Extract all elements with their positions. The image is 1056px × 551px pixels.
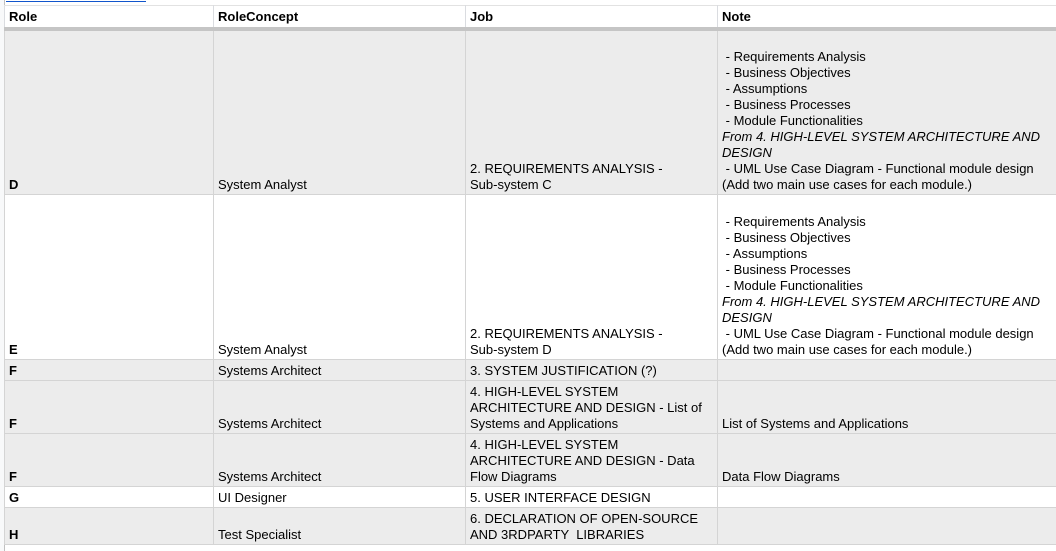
roleconcept-cell[interactable]: Systems Architect — [214, 359, 466, 380]
role-cell[interactable]: F — [5, 359, 214, 380]
roleconcept-cell[interactable]: Test Specialist — [214, 507, 466, 544]
spreadsheet-grid — [4, 5, 1056, 545]
note-cell[interactable] — [718, 359, 1056, 380]
header-cell-role[interactable]: Role — [5, 6, 214, 30]
note-tail: - UML Use Case Diagram - Functional module design (Add two main use cases for each module.) — [722, 160, 1038, 192]
roleconcept-cell[interactable]: UI Designer — [214, 486, 466, 507]
table-row — [5, 380, 1056, 433]
role-cell[interactable]: H — [5, 507, 214, 544]
roleconcept-cell[interactable]: System Analyst — [214, 194, 466, 359]
role-cell[interactable]: E — [5, 194, 214, 359]
note-cell[interactable] — [718, 29, 1056, 194]
note-list: - Requirements Analysis - Business Objectives - Assumptions - Business Processes - Module Functionalities — [725, 48, 866, 128]
note-tail: - UML Use Case Diagram - Functional module design (Add two main use cases for each module.) — [722, 325, 1038, 357]
table-row — [5, 486, 1056, 507]
job-cell[interactable]: 5. USER INTERFACE DESIGN — [466, 486, 718, 507]
job-cell[interactable]: 3. SYSTEM JUSTIFICATION (?) — [466, 359, 718, 380]
role-cell[interactable]: F — [5, 433, 214, 486]
header-cell-note[interactable]: Note — [718, 6, 1056, 30]
roleconcept-cell[interactable]: Systems Architect — [214, 433, 466, 486]
table-row — [5, 359, 1056, 380]
role-cell[interactable]: D — [5, 29, 214, 194]
table-row — [5, 507, 1056, 544]
table-row — [5, 433, 1056, 486]
hyperlink-underline[interactable] — [6, 0, 146, 2]
header-row — [5, 6, 1056, 30]
note-cell[interactable]: Data Flow Diagrams — [718, 433, 1056, 486]
note-cell[interactable] — [718, 507, 1056, 544]
job-cell[interactable]: 2. REQUIREMENTS ANALYSIS - Sub-system D — [466, 194, 718, 359]
note-list: - Requirements Analysis - Business Objectives - Assumptions - Business Processes - Module Functionalities — [725, 213, 866, 293]
role-cell[interactable]: F — [5, 380, 214, 433]
note-cell[interactable] — [718, 486, 1056, 507]
job-cell[interactable]: 2. REQUIREMENTS ANALYSIS - Sub-system C — [466, 29, 718, 194]
header-cell-roleconcept[interactable]: RoleConcept — [214, 6, 466, 30]
job-cell[interactable]: 4. HIGH-LEVEL SYSTEM ARCHITECTURE AND DESIGN - List of Systems and Applications — [466, 380, 718, 433]
note-cell[interactable]: List of Systems and Applications — [718, 380, 1056, 433]
role-cell[interactable]: G — [5, 486, 214, 507]
note-cell[interactable] — [718, 194, 1056, 359]
note-italic-heading: From 4. HIGH-LEVEL SYSTEM ARCHITECTURE AND DESIGN — [722, 293, 1044, 325]
table-row — [5, 194, 1056, 359]
roleconcept-cell[interactable]: System Analyst — [214, 29, 466, 194]
job-cell[interactable]: 6. DECLARATION OF OPEN-SOURCE AND 3RDPARTY LIBRARIES — [466, 507, 718, 544]
note-italic-heading: From 4. HIGH-LEVEL SYSTEM ARCHITECTURE AND DESIGN — [722, 128, 1044, 160]
table-row — [5, 29, 1056, 194]
header-cell-job[interactable]: Job — [466, 6, 718, 30]
roleconcept-cell[interactable]: Systems Architect — [214, 380, 466, 433]
job-cell[interactable]: 4. HIGH-LEVEL SYSTEM ARCHITECTURE AND DESIGN - Data Flow Diagrams — [466, 433, 718, 486]
